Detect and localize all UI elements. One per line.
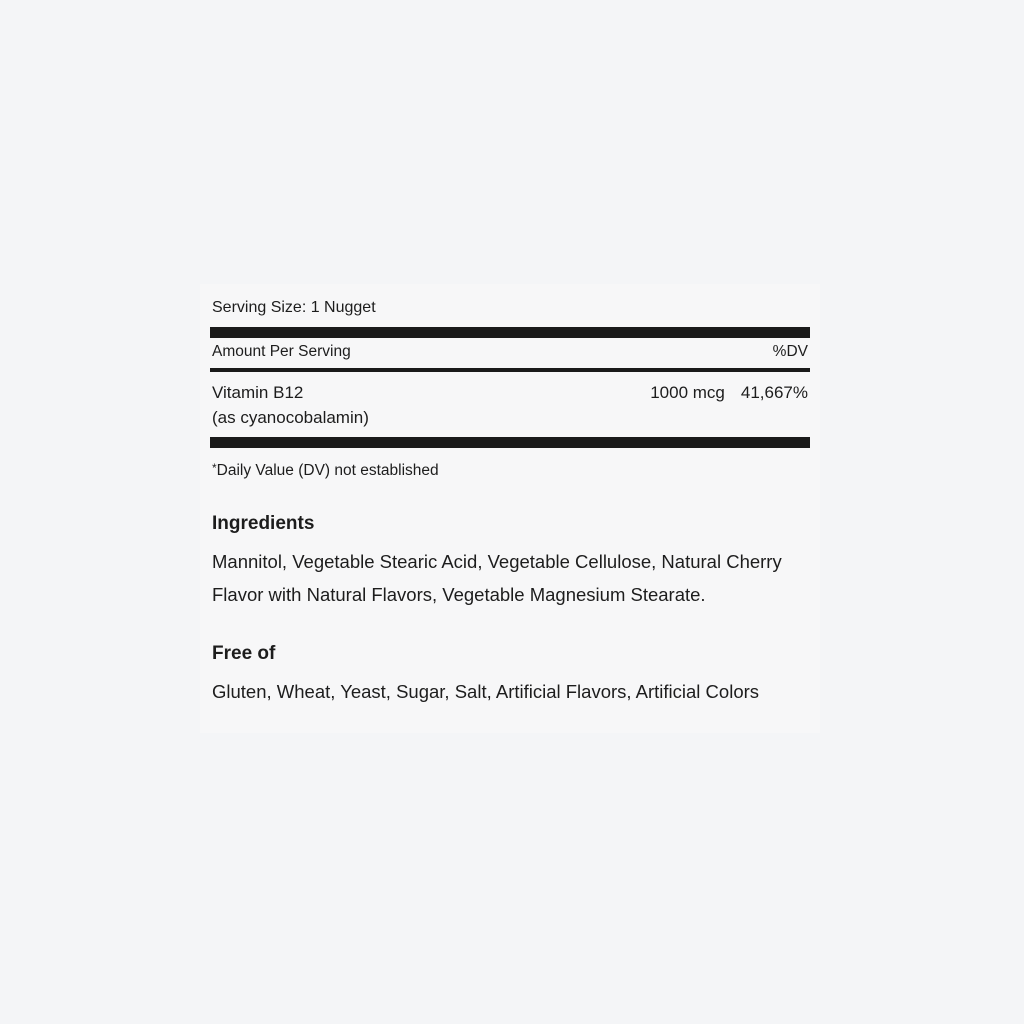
amount-per-serving-label: Amount Per Serving <box>212 342 351 360</box>
footnote-text: Daily Value (DV) not established <box>216 461 439 479</box>
amount-per-serving-row <box>200 338 820 368</box>
nutrient-name: Vitamin B12 <box>212 382 304 402</box>
ingredients-heading: Ingredients <box>212 513 315 535</box>
serving-size-text: Serving Size: 1 Nugget <box>212 299 376 316</box>
daily-value-header: %DV <box>772 342 808 360</box>
supplement-facts-inner <box>200 284 820 733</box>
divider-thick-bottom <box>210 437 810 448</box>
free-of-text: Gluten, Wheat, Yeast, Sugar, Salt, Artificial Flavors, Artificial Colors <box>212 681 760 703</box>
nutrient-source: (as cyanocobalamin) <box>212 408 369 428</box>
nutrient-amounts <box>650 380 808 406</box>
divider-thick-top <box>210 327 810 338</box>
footnote-star: * <box>212 460 217 475</box>
free-of-heading: Free of <box>212 643 276 665</box>
ingredients-text: Mannitol, Vegetable Stearic Acid, Vegetable Cellulose, Natural Cherry Flavor with Natural Flavors, Vegetable Magnesium Stearate. <box>212 551 782 605</box>
supplement-facts-panel <box>200 284 820 733</box>
nutrient-row <box>200 372 820 437</box>
daily-value-footnote <box>200 448 820 482</box>
nutrient-daily-value: 41,667% <box>740 382 808 402</box>
nutrient-amount: 1000 mcg <box>650 382 725 402</box>
